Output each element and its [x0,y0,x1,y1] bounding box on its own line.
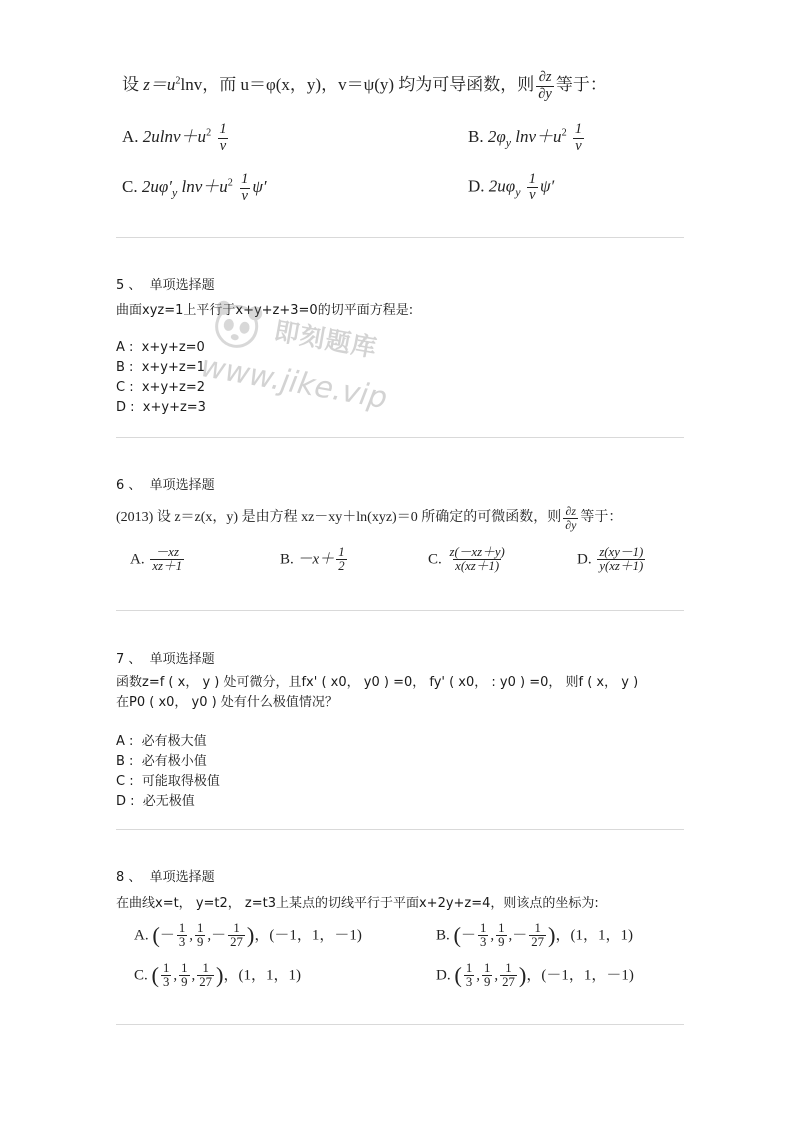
q8-option-d[interactable]: D. ( $\frac{1}{3}$ , $\frac{1}{9}$ , $\frac{1}{27}$ )，(－1，1，－1) [436,961,634,990]
divider [116,610,684,611]
q4-option-c[interactable]: C. $2u\varphi'_y$ $\ln v+u^2$ $\frac{1}{v}$ ψ′ [122,171,267,204]
q6-stem: (2013) 设 z＝z(x，y) 是由方程 xz－xy＋ln(xyz)＝0 所确定的可微函数，则 $\frac{\partial z}{\partial y}$ 等于： [116,504,623,532]
watermark-brand: 即刻题库 [272,316,380,363]
q7-option-b[interactable]: B : 必有极小值 [116,754,207,769]
q5-options [116,338,206,418]
divider [116,237,684,238]
divider [116,1024,684,1025]
q8-header: 8 、 单项选择题 [116,870,215,885]
q5-stem: 曲面xyz=1上平行于x+y+z+3=0的切平面方程是: [116,303,414,318]
divider [116,437,684,438]
q7-option-d[interactable]: D : 必无极值 [116,794,195,809]
q8-option-c[interactable]: C. ( $\frac{1}{3}$ , $\frac{1}{9}$ , $\frac{1}{27}$ )，(1，1，1) [134,961,302,990]
q5-option-a[interactable]: A : x+y+z=0 [116,340,205,355]
q8-stem: 在曲线x=t， y=t2， z=t3上某点的切线平行于平面x+2y+z=4，则该点的坐标为: [116,896,599,911]
q6-header: 6 、 单项选择题 [116,478,215,493]
watermark-url: www.jike.vip [198,349,390,417]
q4-derivative: $\frac{\partial z}{\partial y}$ [538,69,552,102]
q6-option-a[interactable]: A. $\frac{-xz}{xz+1}$ [130,545,183,574]
q4-stem: 设 $z=u^2\ln v$，而 u＝φ(x，y)，v＝ψ(y) 均为可导函数，则 $\frac{\partial z}{\partial y}$ 等于： [122,69,607,102]
q7-option-c[interactable]: C : 可能取得极值 [116,774,220,789]
q7-option-a[interactable]: A : 必有极大值 [116,734,207,749]
q4-option-a[interactable]: A. $2ulnv+u^2$ $\frac{1}{v}$ [122,121,227,154]
q4-option-d[interactable]: D. $2u\varphi_y$ $\frac{1}{v}$ ψ′ [468,171,555,204]
divider [116,829,684,830]
q7-header: 7 、 单项选择题 [116,652,215,667]
q5-header: 5 、 单项选择题 [116,278,215,293]
q7-options [116,732,220,812]
q5-option-c[interactable]: C : x+y+z=2 [116,380,206,395]
q6-option-b[interactable]: B. －x＋ $\frac{1}{2}$ [280,545,345,574]
q8-option-b[interactable]: B. (－ $\frac{1}{3}$ , $\frac{1}{9}$ ,－ $\frac{1}{27}$ )，(1，1，1) [436,921,634,950]
q5-option-d[interactable]: D : x+y+z=3 [116,400,206,415]
q6-option-d[interactable]: D. $\frac{z(xy-1)}{y(xz+1)}$ [577,545,644,574]
q6-option-c[interactable]: C. $\frac{z(-xz+y)}{x(xz+1)}$ [428,545,505,574]
q7-stem: 函数z=f ( x， y ) 处可微分，且fx' ( x0， y0 ) =0， fy' ( x0， : y0 ) =0， 则f ( x， y ) 在P0 ( x0， y0 ) 处有什么极值情况？ [116,675,639,710]
panda-logo-icon [205,292,270,357]
q4-option-b[interactable]: B. $2\varphi_y$ $\ln v+u^2$ $\frac{1}{v}$ [468,121,583,154]
q5-option-b[interactable]: B : x+y+z=1 [116,360,205,375]
q8-option-a[interactable]: A. (－ $\frac{1}{3}$ , $\frac{1}{9}$ ,－ $\frac{1}{27}$ )，(－1，1，－1) [134,921,362,950]
q6-derivative: $\frac{\partial z}{\partial y}$ [565,504,577,532]
